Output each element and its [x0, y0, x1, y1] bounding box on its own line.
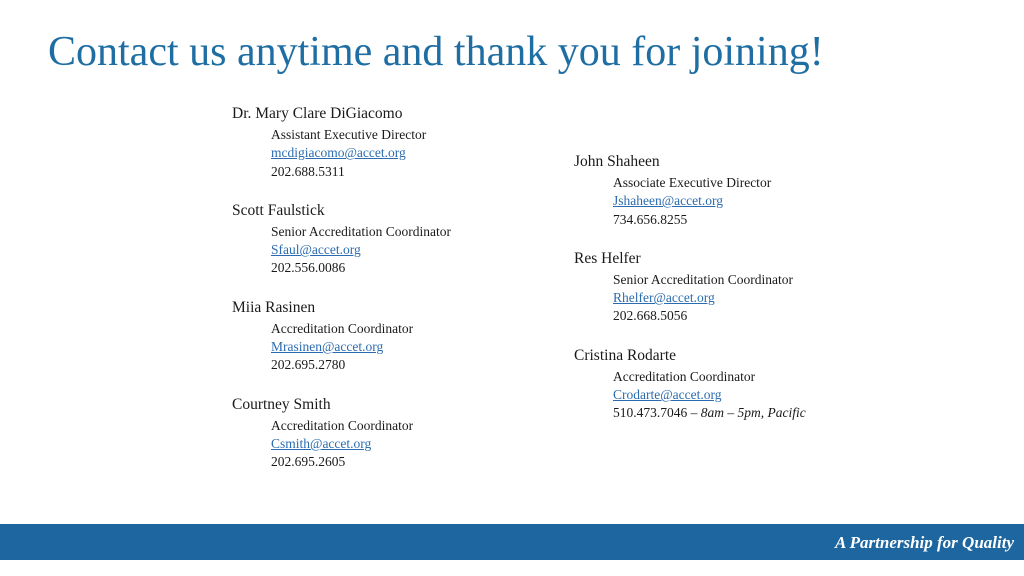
contact-card — [232, 201, 451, 278]
page-title: Contact us anytime and thank you for joining! — [48, 29, 824, 75]
contacts-right-column — [574, 152, 806, 443]
contact-phone: 202.668.5056 — [613, 308, 688, 324]
contact-email-link[interactable]: Crodarte@accet.org — [613, 387, 722, 403]
contact-card — [232, 298, 451, 375]
contact-name: Courtney Smith — [232, 395, 331, 413]
contact-role: Senior Accreditation Coordinator — [271, 223, 451, 239]
contact-role: Accreditation Coordinator — [271, 320, 414, 336]
contact-role: Accreditation Coordinator — [613, 368, 756, 384]
contact-name: Miia Rasinen — [232, 298, 316, 316]
contacts-left-column — [232, 104, 451, 492]
contact-name: Res Helfer — [574, 249, 641, 267]
contact-phone: 202.556.0086 — [271, 260, 346, 276]
contact-phone: 202.695.2605 — [271, 454, 346, 470]
contact-role: Assistant Executive Director — [271, 127, 427, 142]
contact-card — [574, 249, 806, 326]
contact-phone: 202.688.5311 — [271, 163, 345, 179]
contact-phone: 202.695.2780 — [271, 357, 346, 373]
contact-phone-line — [574, 404, 806, 422]
contact-phone: 510.473.7046 — [613, 405, 688, 421]
footer-bar — [0, 524, 1024, 560]
contact-email-link[interactable]: Rhelfer@accet.org — [613, 290, 715, 306]
contact-card — [574, 152, 806, 229]
contact-phone: 734.656.8255 — [613, 211, 688, 227]
contact-email-link[interactable]: mcdigiacomo@accet.org — [271, 145, 406, 161]
contact-card — [574, 346, 806, 423]
phone-separator: – — [687, 405, 701, 421]
contact-role: Senior Accreditation Coordinator — [613, 271, 793, 287]
contact-role: Accreditation Coordinator — [271, 417, 414, 433]
contact-name: Scott Faulstick — [232, 201, 325, 219]
contact-name: John Shaheen — [574, 153, 660, 170]
contact-email-link[interactable]: Sfaul@accet.org — [271, 242, 361, 258]
contact-email-link[interactable]: Mrasinen@accet.org — [271, 339, 384, 355]
contact-name: Dr. Mary Clare DiGiacomo — [232, 105, 403, 122]
contact-hours: 8am – 5pm, Pacific — [700, 405, 806, 421]
contact-name: Cristina Rodarte — [574, 346, 677, 364]
contact-email-link[interactable]: Jshaheen@accet.org — [613, 193, 724, 209]
contact-card — [232, 395, 451, 472]
contact-role: Associate Executive Director — [613, 175, 772, 190]
footer-tagline: A Partnership for Quality — [834, 533, 1014, 552]
contact-email-link[interactable]: Csmith@accet.org — [271, 435, 372, 451]
contact-card — [232, 104, 451, 181]
